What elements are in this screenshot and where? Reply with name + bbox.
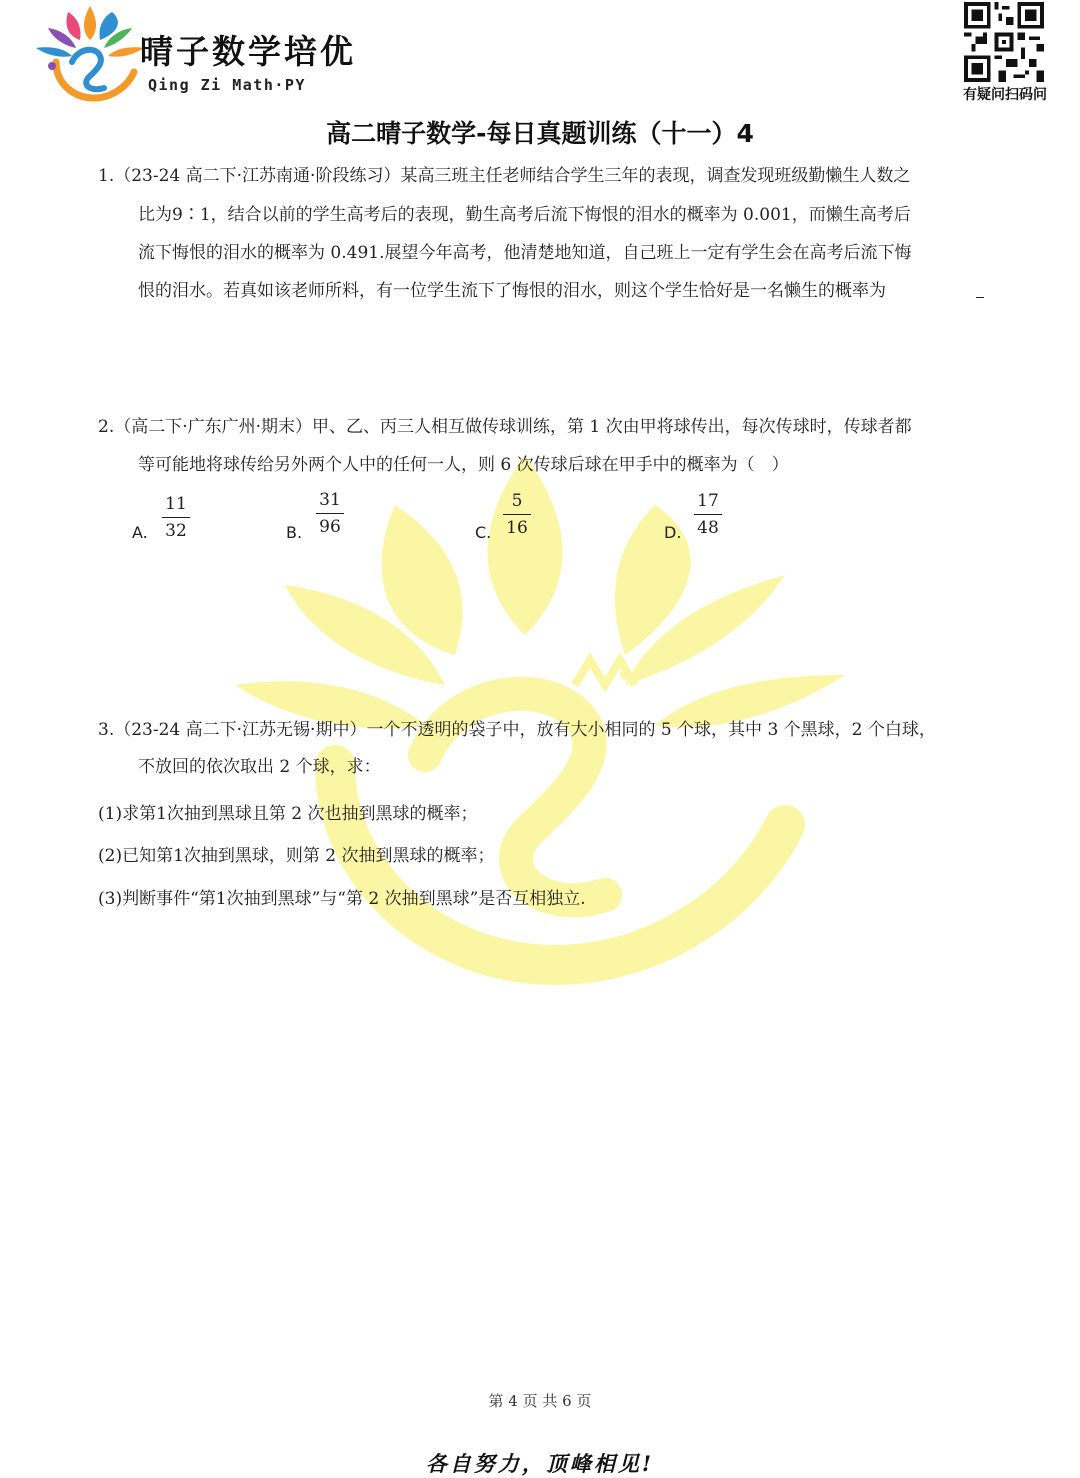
q1-line-2: 比为9∶1，结合以前的学生高考后的表现，勤生高考后流下悔恨的泪水的概率为 0.001，而懒生高考后 bbox=[138, 205, 911, 225]
brand-logo-icon bbox=[30, 0, 150, 102]
brand-name-chinese: 晴子数学培优 bbox=[140, 32, 356, 71]
document-title: 高二晴子数学-每日真题训练（十一）4 bbox=[326, 119, 754, 148]
footer-slogan: 各自努力，顶峰相见! bbox=[425, 1451, 655, 1476]
q3-line-2: 不放回的依次取出 2 个球，求： bbox=[138, 757, 381, 777]
option-a-label: A. bbox=[132, 523, 148, 542]
page-number: 第 4 页 共 6 页 bbox=[488, 1392, 592, 1410]
answer-blank bbox=[976, 297, 984, 298]
option-a-numerator: 11 bbox=[162, 494, 190, 518]
q1-line-3: 流下悔恨的泪水的概率为 0.491.展望今年高考，他清楚地知道，自己班上一定有学生会在高考后流下悔 bbox=[138, 243, 912, 263]
q2-line-2: 等可能地将球传给另外两个人中的任何一人，则 6 次传球后球在甲手中的概率为（ ） bbox=[138, 455, 789, 475]
option-b-denominator: 96 bbox=[319, 517, 341, 537]
q3-part-1: (1)求第1次抽到黑球且第 2 次也抽到黑球的概率； bbox=[98, 804, 478, 824]
q1-line-4: 恨的泪水。若真如该老师所料，有一位学生流下了悔恨的泪水，则这个学生恰好是一名懒生的概率为 bbox=[138, 281, 886, 301]
option-c-denominator: 16 bbox=[506, 518, 528, 538]
q3-part-2: (2)已知第1次抽到黑球，则第 2 次抽到黑球的概率； bbox=[98, 846, 495, 866]
qr-caption: 有疑问扫码问 bbox=[963, 87, 1047, 103]
option-c-label: C. bbox=[475, 523, 492, 542]
option-c-numerator: 5 bbox=[503, 491, 531, 515]
option-b-fraction bbox=[316, 490, 344, 537]
option-a-fraction bbox=[162, 494, 190, 541]
q3-line-1: 3.（23-24 高二下·江苏无锡·期中）一个不透明的袋子中，放有大小相同的 5 个球，其中 3 个黑球，2 个白球， bbox=[98, 720, 936, 740]
option-b-numerator: 31 bbox=[316, 490, 344, 514]
option-d-label: D. bbox=[664, 523, 682, 542]
option-d-fraction bbox=[694, 491, 722, 538]
option-b-label: B. bbox=[286, 523, 303, 542]
option-a-denominator: 32 bbox=[165, 521, 187, 541]
option-c-fraction bbox=[503, 491, 531, 538]
brand-name-english: Qing Zi Math·PY bbox=[148, 76, 306, 94]
q1-line-1: 1.（23-24 高二下·江苏南通·阶段练习）某高三班主任老师结合学生三年的表现，调查发现班级勤懒生人数之 bbox=[98, 166, 911, 186]
qr-code-icon bbox=[963, 2, 1045, 82]
option-d-numerator: 17 bbox=[694, 491, 722, 515]
q2-line-1: 2.（高二下·广东广州·期末）甲、乙、丙三人相互做传球训练，第 1 次由甲将球传出，每次传球时，传球者都 bbox=[98, 417, 912, 437]
q3-part-3: (3)判断事件“第1次抽到黑球”与“第 2 次抽到黑球”是否互相独立. bbox=[98, 889, 586, 909]
option-d-denominator: 48 bbox=[697, 518, 719, 538]
